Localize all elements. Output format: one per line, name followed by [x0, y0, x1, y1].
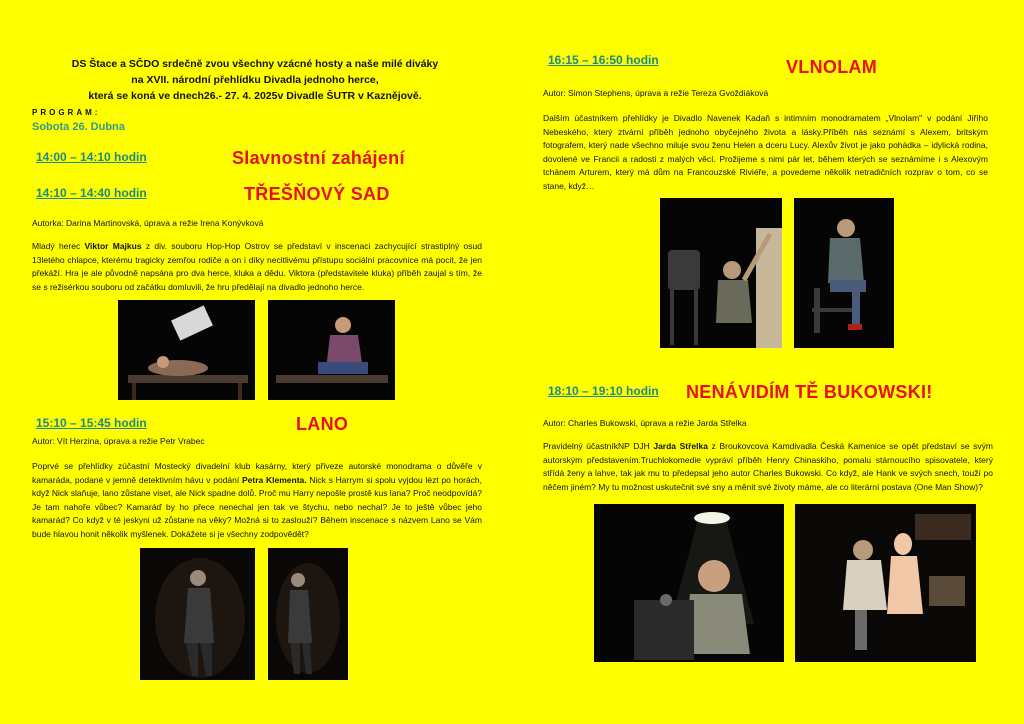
event-time-tresnovy-sad: 14:10 – 14:40 hodin [36, 186, 147, 200]
event-title-tresnovy-sad: TŘEŠŇOVÝ SAD [244, 184, 390, 204]
event-time-opening: 14:00 – 14:10 hodin [36, 150, 147, 164]
event-title-vlnolam: VLNOLAM [786, 57, 878, 77]
event-time-vlnolam: 16:15 – 16:50 hodin [548, 53, 659, 67]
intro-text [40, 56, 470, 104]
intro-line-3: která se koná ve dnech26.- 27. 4. 2025v Divadle ŠUTR v Kaznějově. [88, 90, 422, 102]
event-title-lano: LANO [296, 414, 349, 434]
photo-vlnolam-2 [794, 198, 894, 348]
event-time-bukowski: 18:10 – 19:10 hodin [548, 384, 659, 398]
event-time-lano: 15:10 – 15:45 hodin [36, 416, 147, 430]
event-author-vlnolam: Autor: Simon Stephens, úprava a režie Tereza Gvoždiáková [543, 88, 769, 98]
photo-bukowski-1 [594, 504, 784, 662]
day-label: Sobota 26. Dubna [32, 121, 125, 133]
event-description-vlnolam: Dalším účastníkem přehlídky je Divadlo Navenek Kadaň s intimním monodramatem „Vlnolam" v podání Jiřího Nebeského, který ztvární příběh jednoho obyčejného života a lásky.Příběh nás seznámí s Alexem, britským fotografem, který nade všechno miluje svou ženu Helen a dceru Lucy. Alexův život je jako pohádka – idylická rodina, dovolené ve Francii a radosti z malých věcí. Prožijeme s nimi pár let, během kterých se seznámíme i s Alexovým tchánem Arturem, který má dům na Francouzské Riviéře, a povedeme několik netradičních rozprav o tom, co se stane, když… [543, 113, 988, 191]
photo-tresnovy-sad-2 [268, 300, 395, 400]
photo-bukowski-2 [795, 504, 976, 662]
photo-vlnolam-1 [660, 198, 782, 348]
photo-lano-2 [268, 548, 348, 680]
event-description-bukowski: Pravidelný účastníkNP DJH Jarda Střelka z Broukovcova Kamdivadla Česká Kamenice se opět představí se svým autorským představením.Truchlokomedie vypráví příběh Henry Chinaskiho, pomalu stárnoucího spisovatele, který střídá ženy a lahve, tak jak mu to předepsal jeho autor Charles Bukowski. Co když, ale Hank ve svých snech, touží po něčem jiném? My tu možnost uskutečnit své sny a měnit své životy máme, ale co literární postava (One Man Show)? [543, 441, 993, 492]
intro-line-2: na XVII. národní přehlídku Divadla jednoho herce, [131, 74, 379, 86]
event-author-bukowski: Autor: Charles Bukowski, úprava a režie Jarda Střelka [543, 418, 747, 428]
event-author-tresnovy-sad: Autorka: Darina Martinovská, úprava a režie Irena Konývková [32, 218, 264, 228]
event-description-tresnovy-sad: Mladý herec Viktor Majkus z div. souboru Hop-Hop Ostrov se představí v inscenaci zachycující strastiplný osud 13letého chlapce, kterému tragicky zemřou rodiče a on i díky necitlivému přístupu sociální pracovnice má pocit, že jen překáží. Hra je ale původně napsána pro dva herce, kluka a dědu. Viktora (představitele kluka) příběh zaujal s tím, že se s režisérkou souboru od začátku domluvili, že hru předělají na divadlo jednoho herce. [32, 241, 482, 292]
event-description-lano: Poprvé se přehlídky zúčastní Mostecký divadelní klub kasárny, který přiveze autorské monodrama o důvěře v kamaráda, podané v jemně detektivním hávu v podání Petra Klementa. Nick s Harrym si spolu vyjdou lézt po horách, když Nick slaňuje, lano zůstane viset, ale Nick spadne dolů. Proč mu Harry nepošle prostě kus lana? Proč neodpovídá? Je tam nahoře vůbec? Kamaráď by ho přece nenechal jen tak ve štychu, nebo nechal? Je to ještě vůbec jeho kamarád? Co když v té jeskyni už zůstane na věky? Možná si to zaslouží? Během inscenace s názvem Lano se Vám bude hlavou honit několik myšlenek. Dokážete si je všechny zodpovědět? [32, 461, 483, 539]
intro-line-1: DS Štace a SČDO srdečně zvou všechny vzácné hosty a naše milé diváky [71, 58, 439, 70]
photo-lano-1 [140, 548, 255, 680]
program-label: PROGRAM: [32, 108, 101, 117]
photo-tresnovy-sad-1 [118, 300, 255, 400]
event-title-opening: Slavnostní zahájení [232, 148, 405, 168]
event-title-bukowski: NENÁVIDÍM TĚ BUKOWSKI! [686, 382, 933, 402]
event-author-lano: Autor: Vít Herzina, úprava a režie Petr Vrabec [32, 436, 205, 446]
